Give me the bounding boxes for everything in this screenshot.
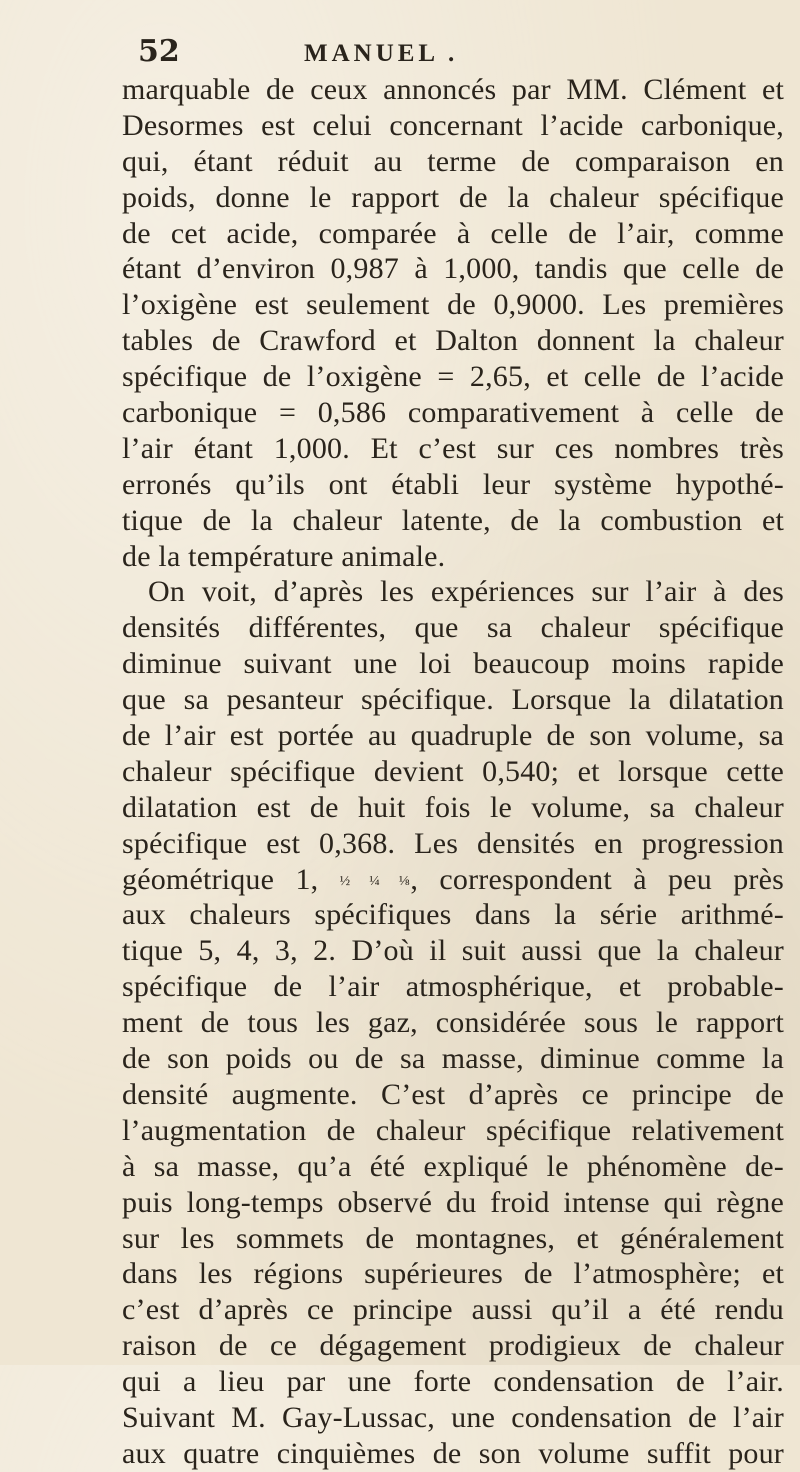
text-line: tique 5, 4, 3, 2. D’où il suit aussi que la chaleur bbox=[122, 934, 784, 968]
text-line: aux chaleurs spécifiques dans la série arithmé- bbox=[122, 898, 784, 932]
text-line: à sa masse, qu’a été expliqué le phénomène de- bbox=[122, 1149, 784, 1183]
text-line: Desormes est celui concernant l’acide carbonique, bbox=[122, 108, 784, 142]
page-header bbox=[124, 32, 684, 72]
text-line: spécifique de l’oxigène = 2,65, et celle de l’acide bbox=[122, 360, 784, 394]
text-line: raison de ce dégagement prodigieux de chaleur bbox=[122, 1329, 784, 1363]
text-line: qui, étant réduit au terme de comparaison en bbox=[122, 144, 784, 178]
text-line: l’air étant 1,000. Et c’est sur ces nombres très bbox=[122, 431, 784, 465]
text-line: c’est d’après ce principe aussi qu’il a été rendu bbox=[122, 1293, 784, 1327]
text-line: de la température animale. bbox=[122, 539, 446, 573]
text-line: marquable de ceux annoncés par MM. Clément et bbox=[122, 73, 784, 106]
text-line: de l’air est portée au quadruple de son volume, sa bbox=[122, 719, 784, 753]
text-line: aux quatre cinquièmes de son volume suffit pour bbox=[122, 1436, 784, 1470]
text-line: spécifique de l’air atmosphérique, et probable- bbox=[122, 970, 784, 1004]
text-line: spécifique est 0,368. Les densités en progression bbox=[122, 826, 784, 860]
text-line: l’oxigène est seulement de 0,9000. Les premières bbox=[122, 288, 784, 322]
fraction-line-rest: , correspondent à peu près bbox=[410, 862, 785, 896]
text-line: chaleur spécifique devient 0,540; et lorsque cette bbox=[122, 754, 784, 788]
text-line: densité augmente. C’est d’après ce principe de bbox=[122, 1077, 784, 1111]
running-head: MANUEL . bbox=[304, 40, 459, 67]
text-line-with-fractions bbox=[122, 862, 784, 898]
paragraph-first-line: On voit, d’après les expériences sur l’air à des bbox=[148, 575, 784, 609]
text-line: étant d’environ 0,987 à 1,000, tandis que celle de bbox=[122, 252, 784, 286]
text-line: tables de Crawford et Dalton donnent la chaleur bbox=[122, 324, 784, 358]
text-line: que sa pesanteur spécifique. Lorsque la dilatation bbox=[122, 683, 784, 717]
text-line: tique de la chaleur latente, de la combustion et bbox=[122, 503, 784, 537]
text-line: poids, donne le rapport de la chaleur spécifique bbox=[122, 180, 784, 214]
fraction-sequence: ½ ¼ ⅛ bbox=[339, 873, 411, 889]
text-line: densités différentes, que sa chaleur spécifique bbox=[122, 611, 784, 645]
text-line: l’augmentation de chaleur spécifique relativement bbox=[122, 1113, 784, 1147]
text-line: ment de tous les gaz, considérée sous le rapport bbox=[122, 1006, 784, 1040]
fraction-line-start: géométrique 1, bbox=[122, 862, 319, 896]
text-line: erronés qu’ils ont établi leur système hypothé- bbox=[122, 467, 784, 501]
text-line: Suivant M. Gay-Lussac, une condensation de l’air bbox=[122, 1400, 784, 1434]
text-line: de son poids ou de sa masse, diminue comme la bbox=[122, 1042, 784, 1076]
text-line: carbonique = 0,586 comparativement à celle de bbox=[122, 396, 784, 430]
page-number: 52 bbox=[138, 34, 180, 69]
text-line: puis long-temps observé du froid intense qui règne bbox=[122, 1185, 784, 1219]
text-line: diminue suivant une loi beaucoup moins rapide bbox=[122, 647, 784, 681]
body-text bbox=[122, 72, 784, 1472]
text-line: de cet acide, comparée à celle de l’air, comme bbox=[122, 216, 784, 250]
text-line: qui a lieu par une forte condensation de l’air. bbox=[122, 1365, 784, 1399]
text-line: dans les régions supérieures de l’atmosphère; et bbox=[122, 1257, 784, 1291]
text-line: sur les sommets de montagnes, et généralement bbox=[122, 1221, 784, 1255]
text-line: dilatation est de huit fois le volume, sa chaleur bbox=[122, 790, 784, 824]
